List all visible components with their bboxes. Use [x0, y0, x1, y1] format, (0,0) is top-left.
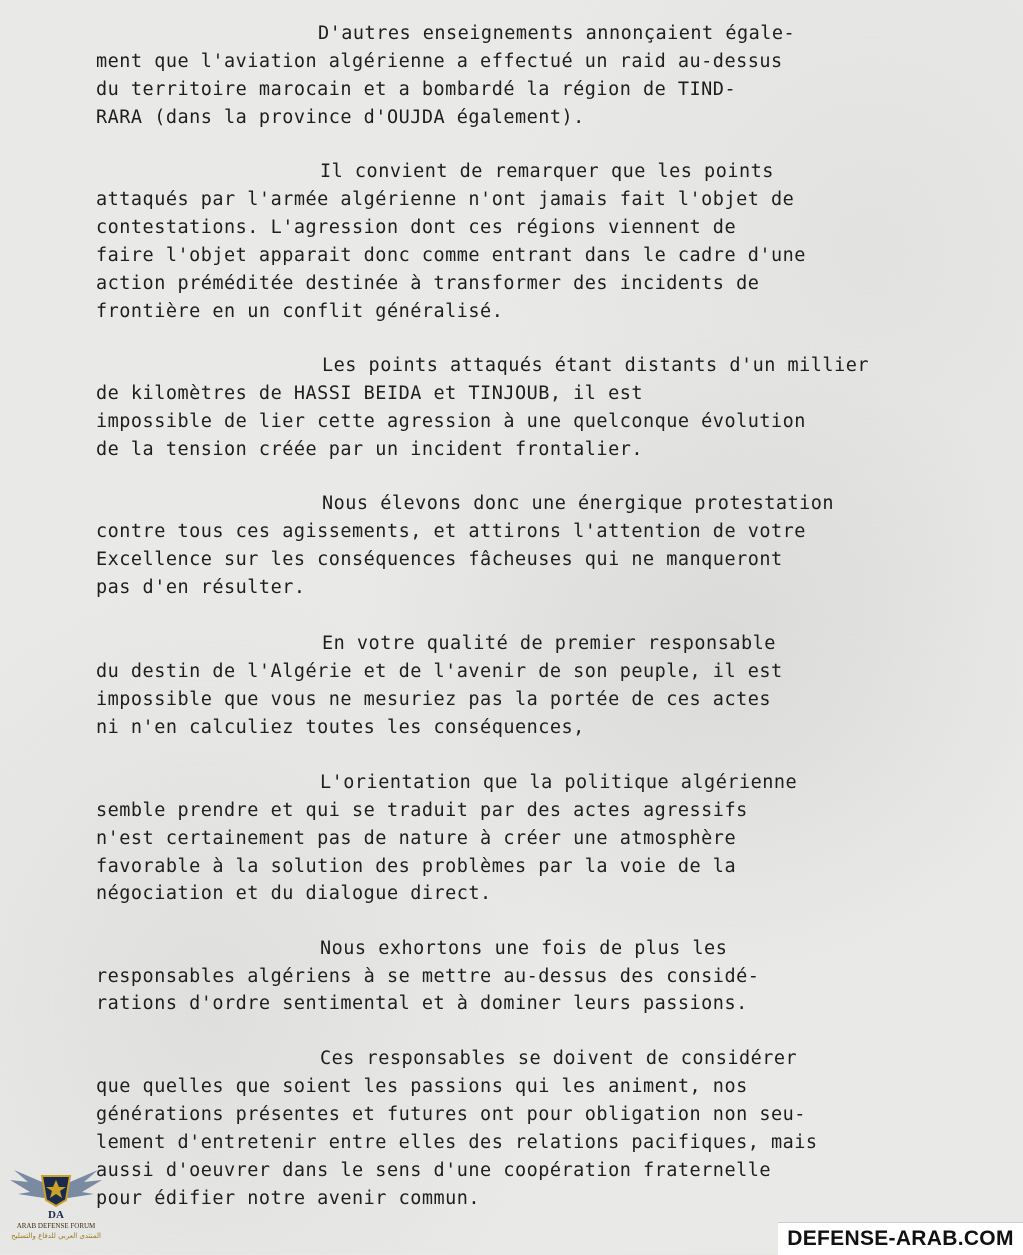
text-line: de la tension créée par un incident frontalier.: [96, 439, 643, 460]
text-line: pas d'en résulter.: [96, 577, 306, 598]
site-watermark: DEFENSE-ARAB.COM: [778, 1222, 1023, 1255]
text-line: du territoire marocain et a bombardé la région de TIND-: [96, 79, 737, 100]
text-line: semble prendre et qui se traduit par des actes agressifs: [96, 800, 748, 821]
text-line: Excellence sur les conséquences fâcheuses qui ne manqueront: [96, 549, 783, 570]
text-line: que quelles que soient les passions qui les animent, nos: [96, 1076, 748, 1097]
text-line: contre tous ces agissements, et attirons l'attention de votre: [96, 521, 806, 542]
text-line: Nous élevons donc une énergique protestation: [322, 493, 835, 514]
text-line: impossible que vous ne mesuriez pas la portée de ces actes: [96, 689, 772, 710]
text-line: Il convient de remarquer que les points: [320, 161, 774, 182]
text-line: négociation et du dialogue direct.: [96, 883, 492, 904]
text-line: D'autres enseignements annonçaient égale-: [318, 23, 796, 44]
text-line: du destin de l'Algérie et de l'avenir de son peuple, il est: [96, 661, 783, 682]
text-line: Les points attaqués étant distants d'un millier: [322, 355, 869, 376]
text-line: rations d'ordre sentimental et à dominer leurs passions.: [96, 993, 748, 1014]
text-line: RARA (dans la province d'OUJDA également).: [96, 107, 585, 128]
text-line: attaqués par l'armée algérienne n'ont jamais fait l'objet de: [96, 189, 795, 210]
text-line: frontière en un conflit généralisé.: [96, 301, 504, 322]
text-line: Ces responsables se doivent de considérer: [320, 1048, 798, 1069]
text-line: favorable à la solution des problèmes par la voie de la: [96, 856, 737, 877]
text-line: ni n'en calculiez toutes les conséquences,: [96, 717, 585, 738]
text-line: impossible de lier cette agression à une quelconque évolution: [96, 411, 806, 432]
text-line: de kilomètres de HASSI BEIDA et TINJOUB, il est: [96, 383, 643, 404]
text-line: L'orientation que la politique algérienne: [320, 772, 798, 793]
text-line: aussi d'oeuvrer dans le sens d'une coopération fraternelle: [96, 1160, 772, 1181]
text-line: contestations. L'agression dont ces régions viennent de: [96, 217, 737, 238]
text-line: action préméditée destinée à transformer des incidents de: [96, 273, 760, 294]
text-line: ment que l'aviation algérienne a effectué un raid au-dessus: [96, 51, 783, 72]
text-line: n'est certainement pas de nature à créer une atmosphère: [96, 828, 737, 849]
text-line: lement d'entretenir entre elles des relations pacifiques, mais: [96, 1132, 818, 1153]
logo-initials: DA: [48, 1209, 64, 1221]
text-line: En votre qualité de premier responsable: [322, 633, 776, 654]
text-line: générations présentes et futures ont pour obligation non seu-: [96, 1104, 806, 1125]
eagle-emblem-icon: [6, 1160, 106, 1222]
text-line: faire l'objet apparait donc comme entrant dans le cadre d'une: [96, 245, 806, 266]
logo-caption: ARAB DEFENSE FORUM: [16, 1222, 96, 1230]
text-line: Nous exhortons une fois de plus les: [320, 938, 728, 959]
text-line: pour édifier notre avenir commun.: [96, 1188, 481, 1209]
logo-arabic-caption: المنتدى العربي للدفاع والتسليح: [11, 1232, 101, 1240]
text-line: responsables algériens à se mettre au-dessus des considé-: [96, 966, 760, 987]
arab-defense-forum-logo: [6, 1160, 106, 1252]
